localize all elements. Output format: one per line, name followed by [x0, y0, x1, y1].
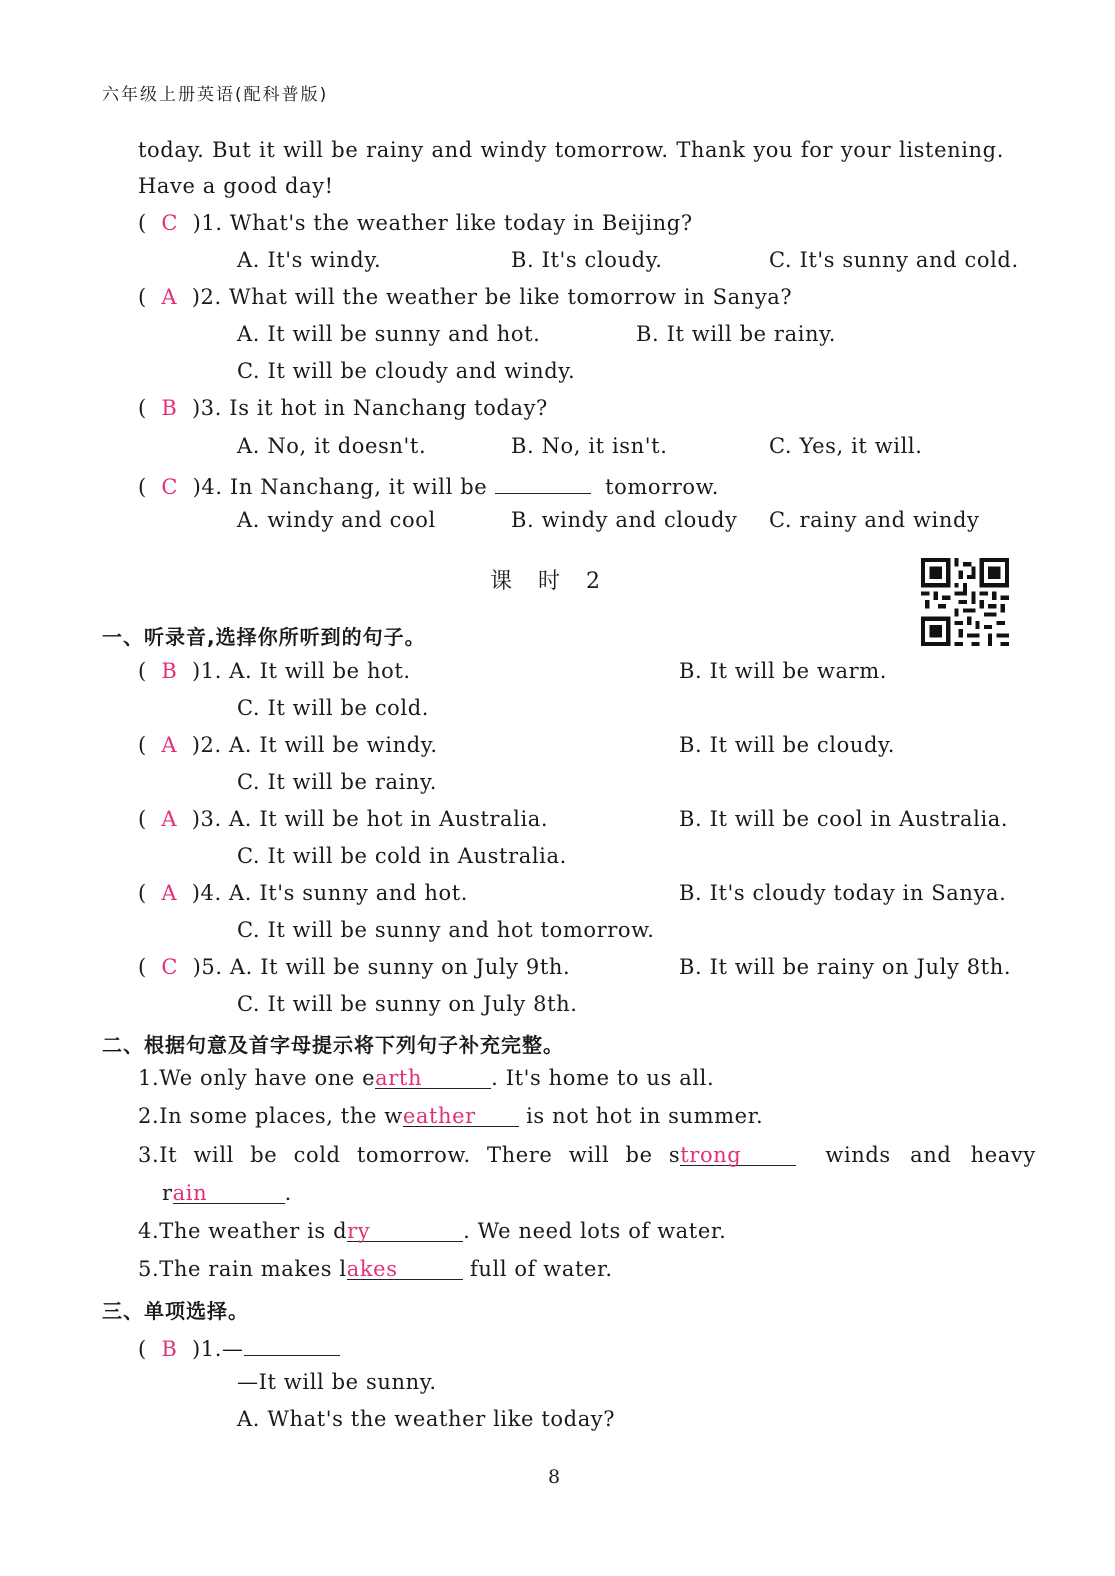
fill-in-row: [138, 1066, 714, 1090]
item-number: 4.: [138, 1219, 160, 1243]
sentence-start: It will be cold tomorrow. There will be s: [159, 1143, 681, 1167]
sentence-end: .: [284, 1181, 292, 1205]
sentence-start: r: [162, 1181, 173, 1205]
option-b: B. It will be rainy on July 8th.: [679, 955, 1012, 979]
option-c: C. It's sunny and cold.: [769, 248, 1019, 272]
paren-right: ): [191, 659, 201, 683]
sentence-start: We only have one e: [159, 1066, 376, 1090]
option-c: C. It will be sunny and hot tomorrow.: [237, 918, 655, 942]
question-text: In Nanchang, it will be: [229, 475, 488, 499]
question-text: What's the weather like today in Beijing?: [229, 211, 693, 235]
option-b: B. windy and cloudy: [511, 508, 738, 532]
question-number: 2.: [200, 733, 222, 757]
filled-answer: ry: [347, 1219, 463, 1242]
fill-in-row: [138, 1219, 726, 1243]
question-number: 4.: [201, 475, 223, 499]
option-a: A. It's sunny and hot.: [229, 881, 469, 905]
option-a: A. What's the weather like today?: [237, 1407, 616, 1431]
section-title: 二、根据句意及首字母提示将下列句子补充完整。: [102, 1033, 564, 1057]
option-a: A. It will be hot in Australia.: [229, 807, 549, 831]
question-number: 1.: [201, 211, 223, 235]
question-row: [138, 955, 570, 979]
option-c: C. Yes, it will.: [769, 434, 923, 458]
answer: C: [161, 211, 179, 235]
fill-in-row: [138, 1104, 763, 1128]
option-a: A. It will be hot.: [229, 659, 411, 683]
option-a: A. It will be windy.: [229, 733, 438, 757]
option-c: C. It will be cold in Australia.: [237, 844, 567, 868]
paren-left: (: [138, 1337, 147, 1361]
question-number: 1.: [200, 1337, 223, 1361]
option-b: B. It's cloudy today in Sanya.: [679, 881, 1007, 905]
option-a: A. windy and cool: [237, 508, 436, 532]
sentence-start: The rain makes l: [159, 1257, 347, 1281]
question-text: What will the weather be like tomorrow in Sanya?: [229, 285, 793, 309]
option-c: C. It will be cold.: [237, 696, 430, 720]
question-row: [138, 881, 468, 905]
filled-answer: arth: [375, 1066, 491, 1089]
answer: A: [161, 807, 178, 831]
sentence-start: The weather is d: [159, 1219, 348, 1243]
answer: C: [161, 475, 179, 499]
item-number: 3.: [138, 1143, 160, 1167]
qr-code-icon: [921, 558, 1009, 646]
paren-left: (: [138, 396, 147, 420]
paren-left: (: [138, 211, 147, 235]
fill-in-row-continued: [162, 1181, 292, 1205]
paren-left: (: [138, 475, 147, 499]
option-c: C. It will be cloudy and windy.: [237, 359, 576, 383]
question-number: 3.: [200, 807, 222, 831]
question-number: 1.: [200, 659, 223, 683]
option-c: C. rainy and windy: [769, 508, 980, 532]
passage-line-2: Have a good day!: [138, 174, 334, 198]
sentence-end: full of water.: [470, 1257, 613, 1281]
answer-blank: [244, 1333, 340, 1356]
item-number: 5.: [138, 1257, 160, 1281]
page-number: 8: [548, 1466, 561, 1488]
filled-answer: ain: [173, 1181, 285, 1204]
option-b: B. No, it isn't.: [511, 434, 668, 458]
item-number: 1.: [138, 1066, 160, 1090]
question-text: Is it hot in Nanchang today?: [229, 396, 548, 420]
page-header: 六年级上册英语(配科普版): [102, 85, 329, 105]
question-row: [138, 285, 792, 309]
paren-right: ): [191, 807, 201, 831]
option-a: A. It will be sunny and hot.: [237, 322, 541, 346]
fill-in-row: [138, 1143, 1036, 1167]
question-row: [138, 659, 411, 683]
sentence-end: winds and heavy: [825, 1143, 1036, 1167]
answer-blank: [495, 471, 591, 494]
paren-right: ): [192, 955, 202, 979]
option-b: B. It will be cloudy.: [679, 733, 895, 757]
question-number: 4.: [200, 881, 222, 905]
answer: A: [161, 285, 178, 309]
sentence-end: is not hot in summer.: [526, 1104, 764, 1128]
filled-answer: akes: [347, 1257, 463, 1280]
fill-in-row: [138, 1257, 613, 1281]
answer: A: [161, 733, 178, 757]
passage-line-1: today. But it will be rainy and windy tomorrow. Thank you for your listening.: [138, 138, 1004, 162]
paren-right: ): [192, 211, 202, 235]
question-row: [138, 396, 548, 420]
option-b: B. It will be warm.: [679, 659, 888, 683]
answer: B: [161, 659, 178, 683]
option-b: B. It will be cool in Australia.: [679, 807, 1009, 831]
filled-answer: trong: [680, 1143, 796, 1166]
option-a: A. It's windy.: [237, 248, 382, 272]
paren-right: ): [191, 285, 201, 309]
answer: B: [161, 1337, 178, 1361]
item-number: 2.: [138, 1104, 160, 1128]
paren-left: (: [138, 285, 147, 309]
question-row: [138, 807, 548, 831]
sentence-end: . We need lots of water.: [463, 1219, 727, 1243]
paren-left: (: [138, 807, 147, 831]
dialog-dash: —: [222, 1337, 244, 1361]
answer: B: [161, 396, 178, 420]
paren-right: ): [191, 1337, 201, 1361]
question-row: [138, 733, 438, 757]
paren-right: ): [192, 475, 202, 499]
question-text-end: tomorrow.: [605, 475, 720, 499]
question-number: 3.: [200, 396, 223, 420]
paren-right: ): [191, 881, 201, 905]
option-a: A. It will be sunny on July 9th.: [229, 955, 571, 979]
dialog-reply: —It will be sunny.: [237, 1370, 437, 1394]
paren-right: ): [191, 733, 201, 757]
paren-right: ): [191, 396, 201, 420]
paren-left: (: [138, 955, 147, 979]
filled-answer: eather: [403, 1104, 519, 1127]
answer: A: [161, 881, 178, 905]
sentence-start: In some places, the w: [159, 1104, 403, 1128]
paren-left: (: [138, 881, 147, 905]
question-row: [138, 1333, 340, 1361]
paren-left: (: [138, 659, 147, 683]
section-title: 三、单项选择。: [102, 1299, 249, 1323]
question-number: 5.: [201, 955, 223, 979]
option-a: A. No, it doesn't.: [237, 434, 427, 458]
answer: C: [161, 955, 179, 979]
question-number: 2.: [200, 285, 222, 309]
option-c: C. It will be sunny on July 8th.: [237, 992, 578, 1016]
option-b: B. It's cloudy.: [511, 248, 663, 272]
paren-left: (: [138, 733, 147, 757]
question-row: [138, 471, 719, 499]
sentence-end: . It's home to us all.: [491, 1066, 715, 1090]
section-title: 一、听录音,选择你所听到的句子。: [102, 625, 426, 649]
option-c: C. It will be rainy.: [237, 770, 437, 794]
question-row: [138, 211, 693, 235]
option-b: B. It will be rainy.: [636, 322, 837, 346]
lesson-title: 课 时 2: [490, 569, 602, 594]
